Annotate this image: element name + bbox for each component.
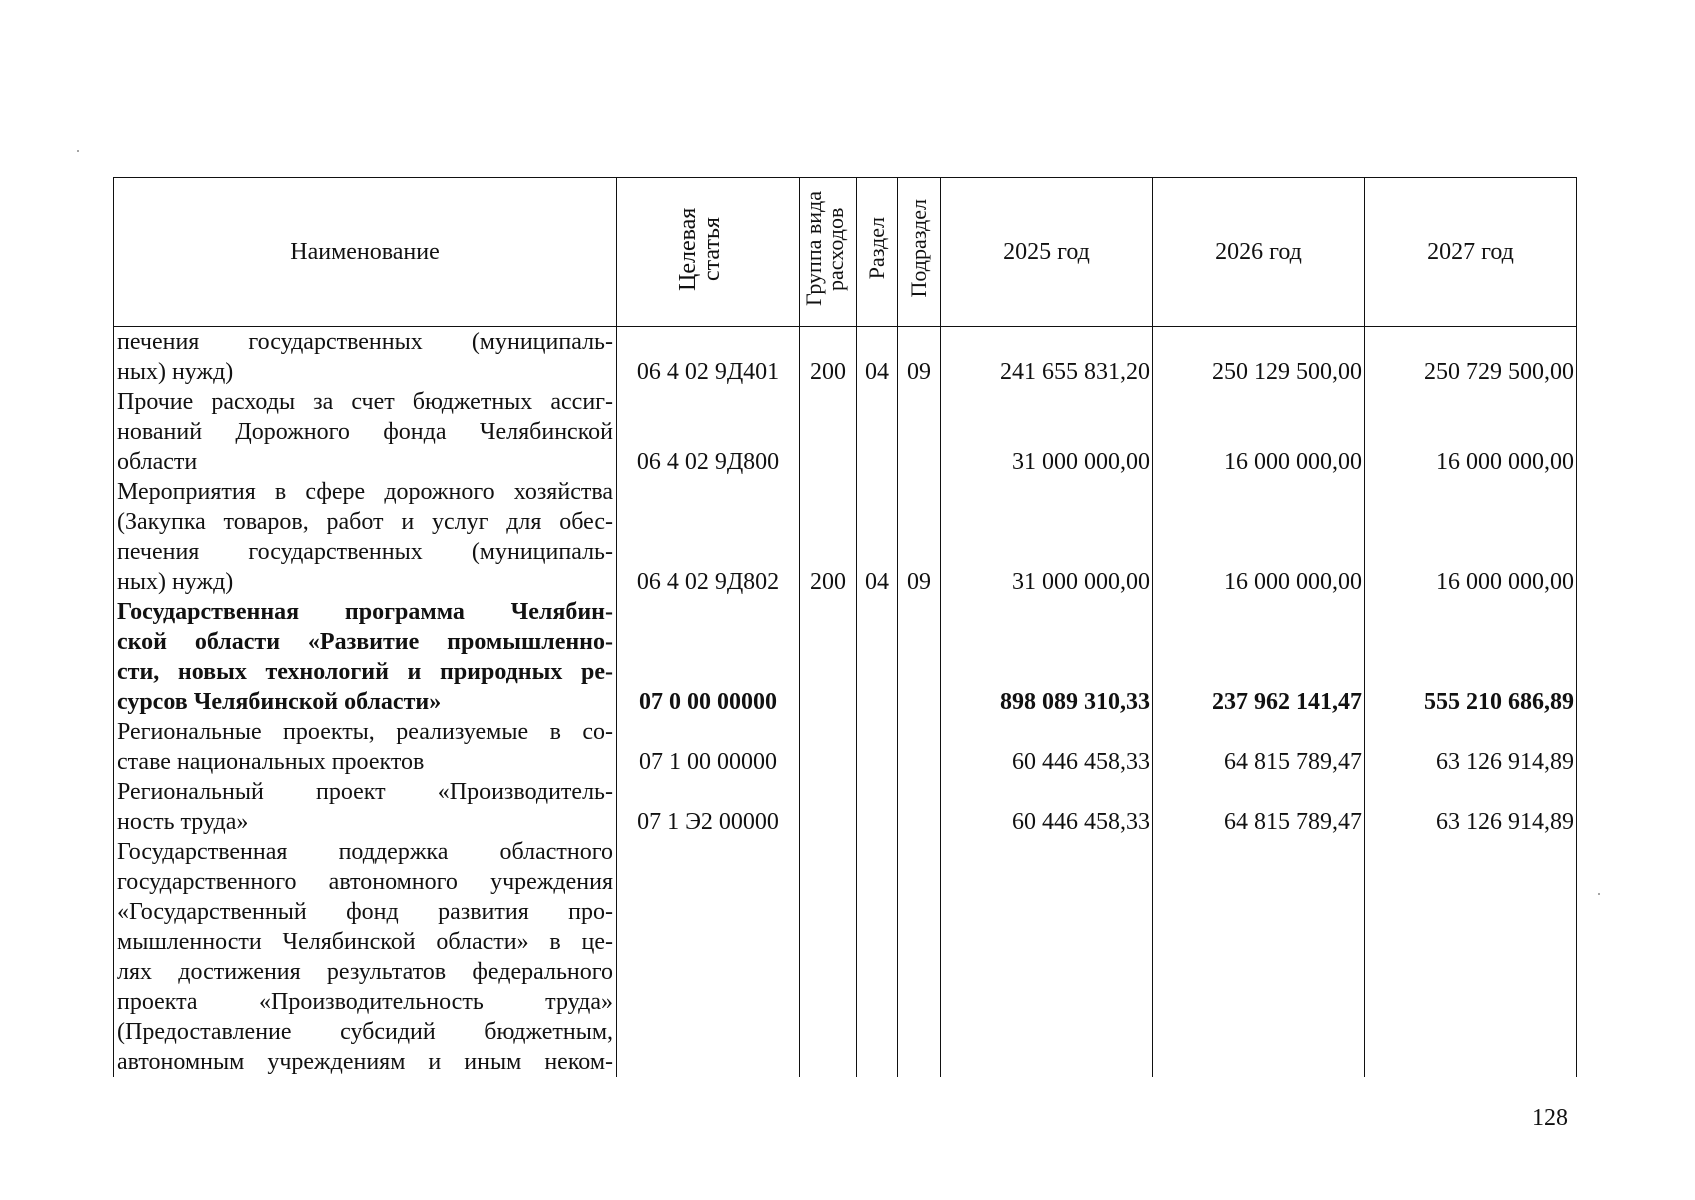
header-target-article: Целевая статья [617, 178, 800, 327]
row-name-line: Государственная программа Челябин- [117, 599, 613, 625]
row-subsection: 09 [898, 477, 941, 597]
row-target-article: 06 4 02 9Д401 [617, 327, 800, 388]
row-section [857, 837, 898, 1077]
row-name [114, 837, 617, 1077]
row-section [857, 777, 898, 837]
row-name [114, 777, 617, 837]
row-target-article: 06 4 02 9Д800 [617, 387, 800, 477]
table-header-row [114, 178, 1577, 327]
header-year-2027: 2027 год [1365, 178, 1577, 327]
row-subsection [898, 597, 941, 717]
row-expense-group [800, 837, 857, 1077]
row-amount-2026: 250 129 500,00 [1153, 327, 1365, 388]
table-row [114, 387, 1577, 477]
row-name-line: сурсов Челябинской области» [117, 689, 442, 715]
row-name-line: ской области «Развитие промышленно- [117, 629, 613, 655]
row-amount-2025: 31 000 000,00 [941, 477, 1153, 597]
row-amount-2027: 63 126 914,89 [1365, 717, 1577, 777]
row-amount-2026: 64 815 789,47 [1153, 777, 1365, 837]
row-subsection [898, 387, 941, 477]
row-amount-2026: 237 962 141,47 [1153, 597, 1365, 717]
table-row [114, 477, 1577, 597]
row-name-line: Мероприятия в сфере дорожного хозяйства [117, 479, 613, 505]
page-number: 128 [1532, 1105, 1568, 1131]
row-name-line: сти, новых технологий и природных ре- [117, 659, 613, 685]
table-row [114, 777, 1577, 837]
header-subsection: Подраздел [898, 178, 941, 327]
row-target-article: 07 0 00 00000 [617, 597, 800, 717]
row-amount-2027: 250 729 500,00 [1365, 327, 1577, 388]
row-target-article: 07 1 Э2 00000 [617, 777, 800, 837]
row-section [857, 717, 898, 777]
row-amount-2027: 63 126 914,89 [1365, 777, 1577, 837]
row-target-article: 07 1 00 00000 [617, 717, 800, 777]
row-name-line: Региональный проект «Производитель- [117, 779, 613, 805]
row-expense-group: 200 [800, 327, 857, 388]
row-name-line: печения государственных (муниципаль- [117, 329, 613, 355]
table-row [114, 837, 1577, 1077]
header-year-2026: 2026 год [1153, 178, 1365, 327]
row-name-line: нований Дорожного фонда Челябинской [117, 419, 613, 445]
row-name-line: лях достижения результатов федерального [117, 959, 613, 985]
row-name-line: «Государственный фонд развития про- [117, 899, 613, 925]
row-subsection [898, 777, 941, 837]
row-name-line: ность труда» [117, 809, 249, 835]
row-section: 04 [857, 477, 898, 597]
row-name-line: государственного автономного учреждения [117, 869, 613, 895]
table-row [114, 327, 1577, 388]
row-name-line: автономным учреждениям и иным неком- [117, 1049, 613, 1075]
row-expense-group [800, 387, 857, 477]
row-amount-2025 [941, 837, 1153, 1077]
row-amount-2025: 60 446 458,33 [941, 777, 1153, 837]
row-expense-group [800, 597, 857, 717]
row-name-line: ных) нужд) [117, 359, 234, 385]
row-subsection [898, 837, 941, 1077]
row-name [114, 597, 617, 717]
row-name-line: Прочие расходы за счет бюджетных ассиг- [117, 389, 613, 415]
row-amount-2026 [1153, 837, 1365, 1077]
row-amount-2025: 31 000 000,00 [941, 387, 1153, 477]
row-target-article [617, 837, 800, 1077]
row-name [114, 327, 617, 388]
row-name-line: области [117, 449, 198, 475]
row-amount-2026: 16 000 000,00 [1153, 387, 1365, 477]
scan-speck [1598, 893, 1600, 895]
row-name [114, 717, 617, 777]
table-row [114, 717, 1577, 777]
row-name [114, 477, 617, 597]
row-name-line: Региональные проекты, реализуемые в со- [117, 719, 613, 745]
row-name-line: ных) нужд) [117, 569, 234, 595]
row-amount-2025: 60 446 458,33 [941, 717, 1153, 777]
table-row [114, 597, 1577, 717]
row-target-article: 06 4 02 9Д802 [617, 477, 800, 597]
budget-table [113, 177, 1577, 1077]
header-name: Наименование [114, 178, 617, 327]
row-expense-group [800, 717, 857, 777]
row-amount-2027: 555 210 686,89 [1365, 597, 1577, 717]
row-name-line: печения государственных (муниципаль- [117, 539, 613, 565]
row-name-line: Государственная поддержка областного [117, 839, 613, 865]
row-amount-2027 [1365, 837, 1577, 1077]
row-amount-2025: 241 655 831,20 [941, 327, 1153, 388]
header-expense-group: Группа вида расходов [800, 178, 857, 327]
row-amount-2027: 16 000 000,00 [1365, 477, 1577, 597]
row-name [114, 387, 617, 477]
row-subsection [898, 717, 941, 777]
header-year-2025: 2025 год [941, 178, 1153, 327]
row-name-line: мышленности Челябинской области» в це- [117, 929, 613, 955]
row-expense-group: 200 [800, 477, 857, 597]
row-section [857, 387, 898, 477]
scan-speck [77, 150, 79, 152]
row-amount-2027: 16 000 000,00 [1365, 387, 1577, 477]
row-name-line: ставе национальных проектов [117, 749, 425, 775]
row-subsection: 09 [898, 327, 941, 388]
row-name-line: (Закупка товаров, работ и услуг для обес- [117, 509, 613, 535]
row-amount-2026: 16 000 000,00 [1153, 477, 1365, 597]
row-section: 04 [857, 327, 898, 388]
row-section [857, 597, 898, 717]
header-section: Раздел [857, 178, 898, 327]
row-expense-group [800, 777, 857, 837]
row-amount-2026: 64 815 789,47 [1153, 717, 1365, 777]
row-amount-2025: 898 089 310,33 [941, 597, 1153, 717]
row-name-line: (Предоставление субсидий бюджетным, [117, 1019, 613, 1045]
row-name-line: проекта «Производительность труда» [117, 989, 613, 1015]
